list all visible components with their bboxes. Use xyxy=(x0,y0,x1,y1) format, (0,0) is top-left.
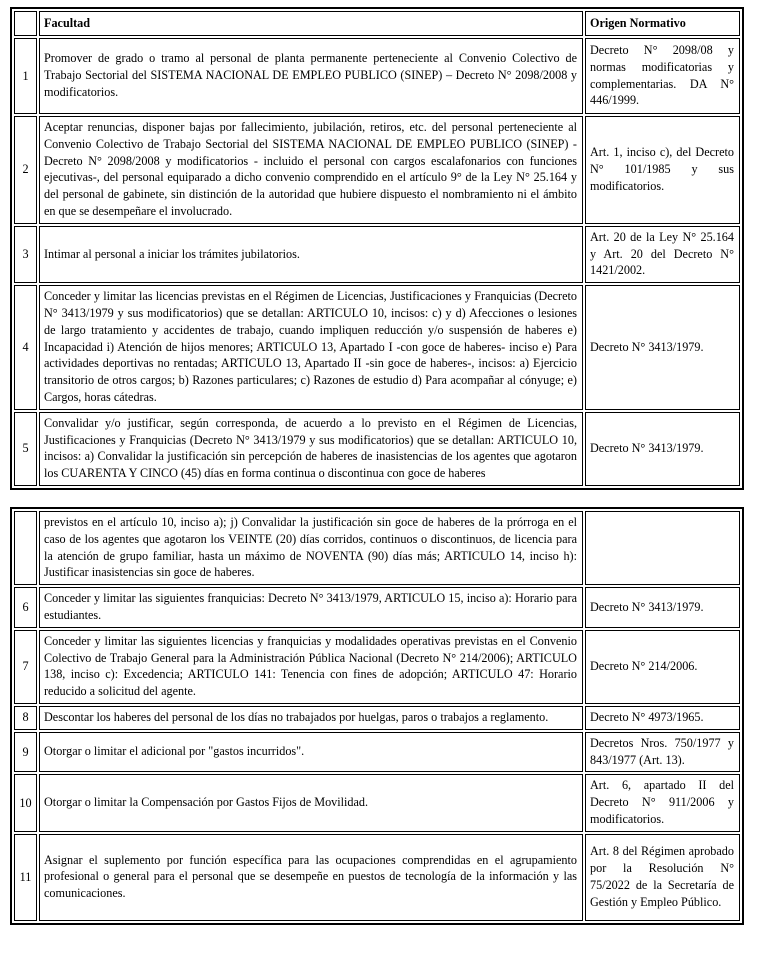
row-number: 6 xyxy=(14,587,37,628)
row-origen-normativo xyxy=(585,511,740,585)
row-facultad: Descontar los haberes del personal de los días no trabajados por huelgas, paros o trabajos a reglamento. xyxy=(39,706,583,730)
row-facultad: Conceder y limitar las siguientes franquicias: Decreto N° 3413/1979, ARTICULO 15, inciso a): Horario para estudiantes. xyxy=(39,587,583,628)
row-facultad: Promover de grado o tramo al personal de planta permanente perteneciente al Convenio Colectivo de Trabajo Sectorial del SISTEMA NACIONAL DE EMPLEO PUBLICO (SINEP) – Decreto N° 2098/2008 y modificatorios. xyxy=(39,38,583,114)
row-number: 5 xyxy=(14,412,37,486)
row-origen-normativo: Decreto N° 3413/1979. xyxy=(585,285,740,410)
row-number: 8 xyxy=(14,706,37,730)
facultades-table-part-2 xyxy=(10,507,744,925)
row-origen-normativo: Art. 20 de la Ley N° 25.164 y Art. 20 del Decreto N° 1421/2002. xyxy=(585,226,740,283)
table-header-row xyxy=(14,11,740,36)
header-num-cell xyxy=(14,11,37,36)
table-row xyxy=(14,834,740,921)
row-origen-normativo: Decreto N° 3413/1979. xyxy=(585,412,740,486)
table-row-continuation xyxy=(14,511,740,585)
table-row xyxy=(14,587,740,628)
row-facultad: Aceptar renuncias, disponer bajas por fallecimiento, jubilación, retiros, etc. del personal perteneciente al Convenio Colectivo de Trabajo Sectorial del SISTEMA NACIONAL DE EMPLEO PUBLICO (SINEP) - Decreto N° 2098/2008 y modificatorios - incluido el personal con cargos escalafonarios con funciones ejecutivas-, del personal equiparado a dicho convenio comprendido en el artículo 9° de la Ley N° 25.164 y del personal de gabinete, sin distinción de la autoridad que hubiere dispuesto el nombramiento ni el ámbito en que se desempeñare el involucrado. xyxy=(39,116,583,224)
row-origen-normativo: Decreto N° 214/2006. xyxy=(585,630,740,704)
row-number: 11 xyxy=(14,834,37,921)
row-number: 7 xyxy=(14,630,37,704)
row-origen-normativo: Decreto N° 4973/1965. xyxy=(585,706,740,730)
table-row xyxy=(14,116,740,224)
header-facultad: Facultad xyxy=(39,11,583,36)
row-number: 2 xyxy=(14,116,37,224)
table-row xyxy=(14,226,740,283)
row-origen-normativo: Art. 6, apartado II del Decreto N° 911/2006 y modificatorios. xyxy=(585,774,740,831)
row-number: 4 xyxy=(14,285,37,410)
row-number: 3 xyxy=(14,226,37,283)
table-row xyxy=(14,774,740,831)
row-origen-normativo: Art. 8 del Régimen aprobado por la Resolución N° 75/2022 de la Secretaría de Gestión y Empleo Público. xyxy=(585,834,740,921)
row-facultad: Otorgar o limitar el adicional por "gastos incurridos". xyxy=(39,732,583,773)
row-facultad: Otorgar o limitar la Compensación por Gastos Fijos de Movilidad. xyxy=(39,774,583,831)
row-number: 9 xyxy=(14,732,37,773)
row-facultad: previstos en el artículo 10, inciso a); j) Convalidar la justificación sin goce de haberes de la prórroga en el caso de los agentes que agotaron los VEINTE (20) días corridos, continuos o discontinuos, de licencia para la atención de grupo familiar, hasta un máximo de NOVENTA (90) días más; ARTICULO 14, inciso h): Justificar inasistencias sin goce de haberes. xyxy=(39,511,583,585)
row-origen-normativo: Decretos Nros. 750/1977 y 843/1977 (Art. 13). xyxy=(585,732,740,773)
table-row xyxy=(14,38,740,114)
table-row xyxy=(14,412,740,486)
row-facultad: Conceder y limitar las siguientes licencias y franquicias y modalidades operativas previstas en el Convenio Colectivo de Trabajo General para la Administración Pública Nacional (Decreto N° 214/2006); ARTICULO 138, inciso c): Excedencia; ARTICULO 141: Tenencia con fines de adopción; ARTICULO 47: Horario reducido a solicitud del agente. xyxy=(39,630,583,704)
row-facultad: Convalidar y/o justificar, según corresponda, de acuerdo a lo previsto en el Régimen de Licencias, Justificaciones y Franquicias (Decreto N° 3413/1979 y sus modificatorios) que se detallan: ARTICULO 10, incisos: a) Convalidar la justificación sin percepción de haberes de inasistencias de los agentes que agotaron los CUARENTA Y CINCO (45) días en forma continua o discontinua con goce de haberes xyxy=(39,412,583,486)
row-number: 10 xyxy=(14,774,37,831)
table-row xyxy=(14,732,740,773)
row-number: 1 xyxy=(14,38,37,114)
row-facultad: Intimar al personal a iniciar los trámites jubilatorios. xyxy=(39,226,583,283)
row-facultad: Conceder y limitar las licencias previstas en el Régimen de Licencias, Justificaciones y Franquicias (Decreto N° 3413/1979 y sus modificatorios) que se detallan: ARTICULO 10, incisos: c) y d) Afecciones o lesiones de largo tratamiento y accidentes de trabajo, cuando impliquen reducción y/o suspensión de haberes e) Incapacidad i) Atención de hijos menores; ARTICULO 13, Apartado I -con goce de haberes- inciso e) Para actividades deportivas no rentadas; ARTICULO 13, Apartado II -sin goce de haberes-, incisos: a) Ejercicio transitorio de otros cargos; b) Razones particulares; c) Razones de estudio d) Para acompañar al cónyuge; e) Cargos, horas cátedras. xyxy=(39,285,583,410)
row-origen-normativo: Decreto N° 2098/08 y normas modificatorias y complementarias. DA N° 446/1999. xyxy=(585,38,740,114)
header-origen-normativo: Origen Normativo xyxy=(585,11,740,36)
row-number xyxy=(14,511,37,585)
facultades-table-part-1 xyxy=(10,7,744,490)
row-origen-normativo: Art. 1, inciso c), del Decreto N° 101/1985 y sus modificatorios. xyxy=(585,116,740,224)
row-origen-normativo: Decreto N° 3413/1979. xyxy=(585,587,740,628)
row-facultad: Asignar el suplemento por función específica para las ocupaciones comprendidas en el agrupamiento profesional o general para el personal que se desempeñe en puestos de tecnología de la información y las comunicaciones. xyxy=(39,834,583,921)
table-row xyxy=(14,630,740,704)
table-row xyxy=(14,706,740,730)
table-row xyxy=(14,285,740,410)
